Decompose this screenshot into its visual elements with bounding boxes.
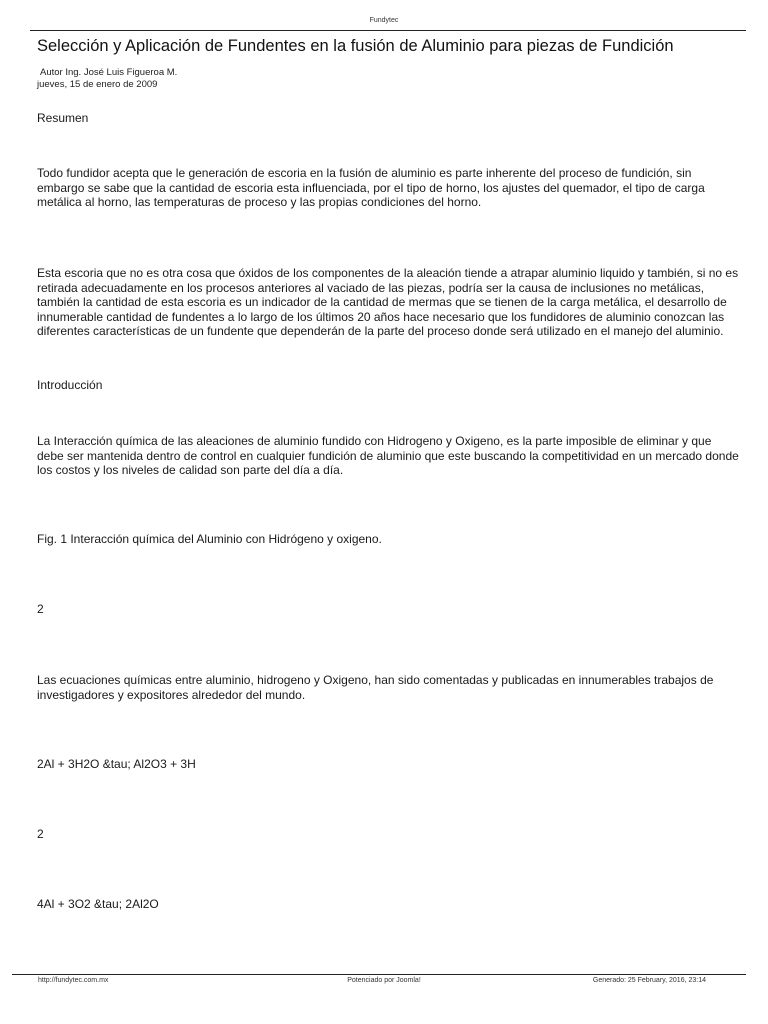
introduccion-heading: Introducción: [37, 378, 103, 392]
header-divider: [30, 30, 746, 31]
article-title: Selección y Aplicación de Fundentes en la fusión de Aluminio para piezas de Fundición: [37, 37, 674, 55]
article-date: jueves, 15 de enero de 2009: [37, 79, 158, 90]
paragraph-3: La Interacción química de las aleaciones de aluminio fundido con Hidrogeno y Oxigeno, es la parte imposible de eliminar y que debe ser mantenida dentro de control en cualquier fundición de aluminio que este buscando la competitividad en un mercado donde los costos y los niveles de calidad son parte del día a día.: [37, 434, 739, 478]
figure-caption: Fig. 1 Interacción química del Aluminio con Hidrógeno y oxigeno.: [37, 532, 382, 546]
paragraph-4: Las ecuaciones químicas entre aluminio, hidrogeno y Oxigeno, han sido comentadas y publicadas en innumerables trabajos de investigadores y expositores alrededor del mundo.: [37, 673, 714, 702]
footer-url[interactable]: http://fundytec.com.mx: [38, 977, 109, 984]
footer-divider: [12, 974, 746, 975]
footer-generated-date: Generado: 25 February, 2016, 23:14: [592, 977, 706, 984]
subscript-2-a: 2: [37, 602, 44, 616]
footer-powered-by: Potenciado por Joomla!: [347, 977, 421, 984]
paragraph-2: Esta escoria que no es otra cosa que óxidos de los componentes de la aleación tiende a atrapar aluminio liquido y también, si no es retirada adecuadamente en los procesos anteriores al vaciado de las piezas, podría ser la causa de inclusiones no metálicas, también la cantidad de esta escoria es un indicador de la cantidad de mermas que se tienen de la carga metálica, el desarrollo de innumerable cantidad de fundentes a lo largo de los últimos 20 años hace necesario que los fundidores de aluminio conozcan las diferentes características de un fundente que dependerán de la parte del proceso donde será utilizado en el manejo del aluminio.: [37, 266, 739, 339]
equation-1: 2Al + 3H2O &tau; Al2O3 + 3H: [37, 757, 196, 771]
paragraph-1: Todo fundidor acepta que le generación de escoria en la fusión de aluminio es parte inherente del proceso de fundición, sin embargo se sabe que la cantidad de escoria esta influenciada, por el tipo de horno, los ajustes del quemador, el tipo de carga metálica al horno, las temperaturas de proceso y las propias condiciones del horno.: [37, 166, 705, 210]
equation-2: 4Al + 3O2 &tau; 2Al2O: [37, 897, 159, 911]
resumen-heading: Resumen: [37, 111, 89, 125]
site-header: Fundytec: [369, 17, 399, 24]
article-author: Autor Ing. José Luis Figueroa M.: [40, 67, 178, 78]
subscript-2-b: 2: [37, 827, 44, 841]
